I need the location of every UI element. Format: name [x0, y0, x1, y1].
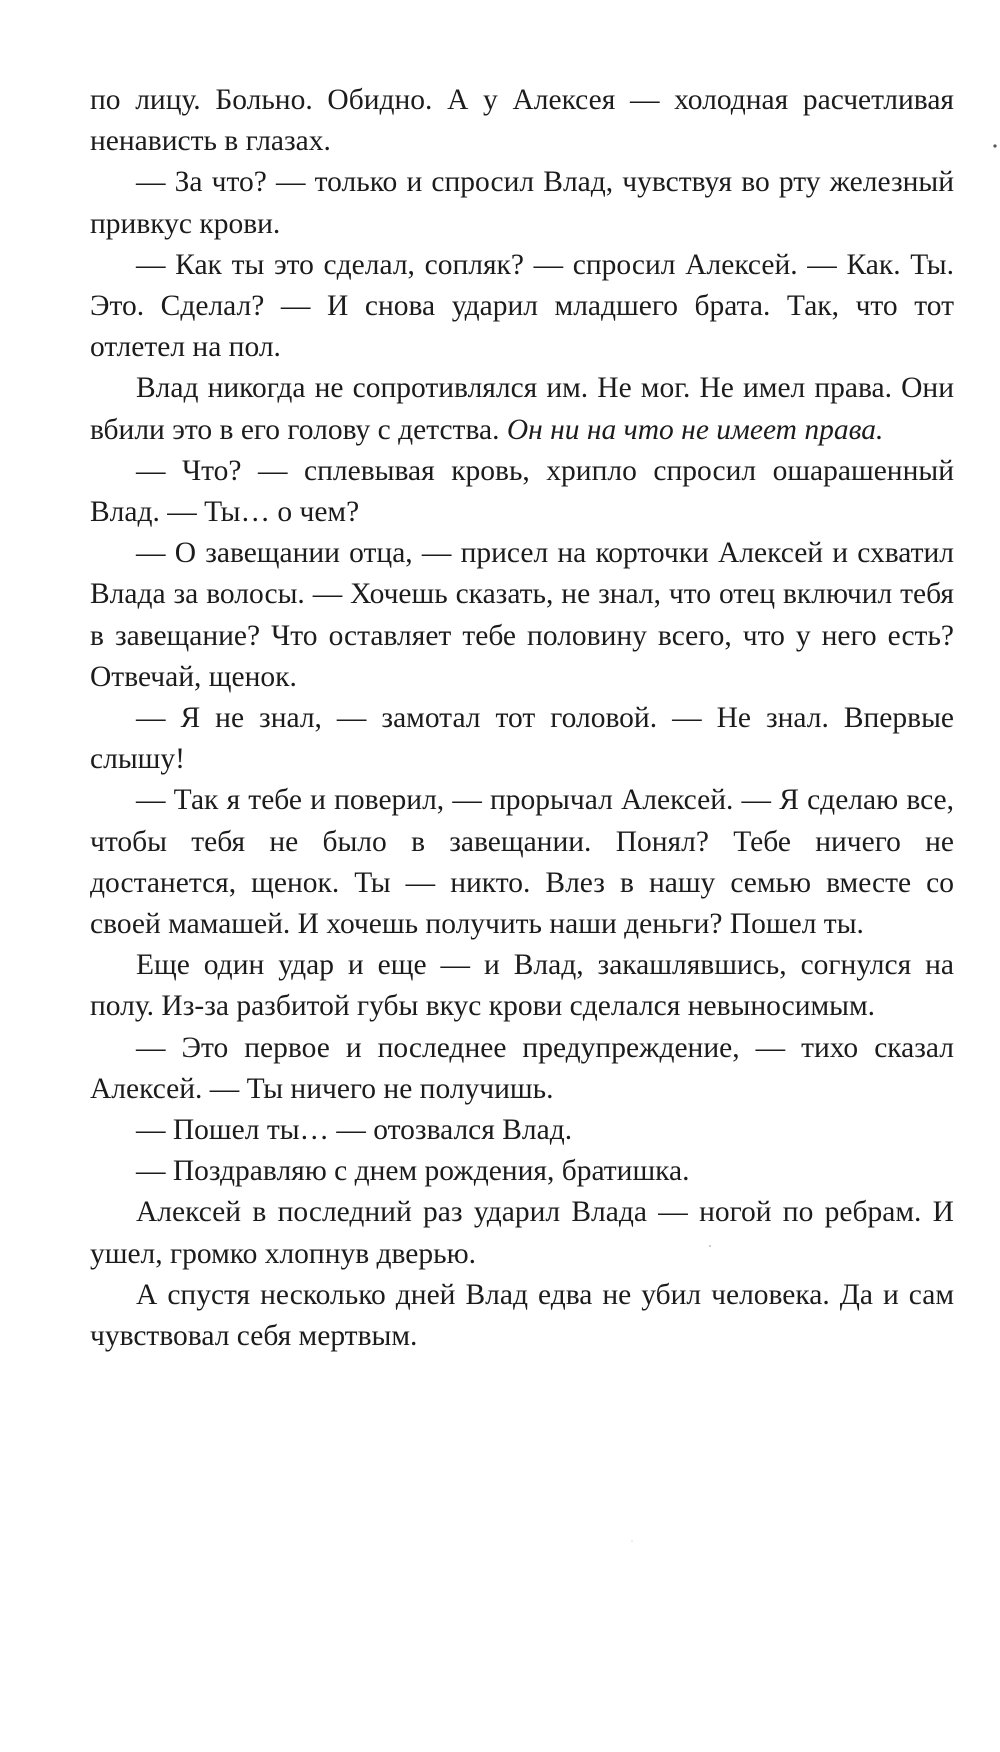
paragraph: Еще один удар и еще — и Влад, закашлявшись, согнулся на полу. Из-за разбитой губы вкус крови сделался невыносимым. [90, 949, 954, 1023]
paragraph: Алексей в последний раз ударил Влада — ногой по ребрам. И ушел, громко хлопнув дверью. [90, 1196, 954, 1270]
page-text [90, 80, 954, 1357]
paragraph: — Это первое и последнее предупреждение, — тихо сказал Алексей. — Ты ничего не получишь. [90, 1031, 954, 1105]
scan-speck [631, 1540, 633, 1542]
paragraph: по лицу. Больно. Обидно. А у Алексея — холодная расчетливая ненависть в глазах. [90, 84, 954, 158]
scan-speck [993, 144, 996, 147]
paragraph-text: Влад никогда не сопротивлялся им. Не мог. Не имел права. Они вбили это в его голову с детства. [90, 372, 954, 446]
paragraph: А спустя несколько дней Влад едва не убил человека. Да и сам чувствовал себя мертвым. [90, 1278, 954, 1353]
paragraph [90, 368, 954, 450]
paragraph: — О завещании отца, — присел на корточки Алексей и схватил Влада за волосы. — Хочешь сказать, не знал, что отец включил тебя в завещание? Что оставляет тебе половину всего, что у него есть? Отвечай, щенок. [90, 537, 954, 693]
paragraph: — Что? — сплевывая кровь, хрипло спросил ошарашенный Влад. — Ты… о чем? [90, 454, 954, 529]
paragraph: — Поздравляю с днем рождения, братишка. [136, 1155, 690, 1188]
paragraph: — За что? — только и спросил Влад, чувствуя во рту железный привкус крови. [90, 166, 954, 240]
paragraph: — Пошел ты… — отозвался Влад. [136, 1114, 573, 1147]
paragraph: — Как ты это сделал, сопляк? — спросил Алексей. — Как. Ты. Это. Сделал? — И снова ударил младшего брата. Так, что тот отлетел на пол. [90, 248, 954, 364]
paragraph: — Я не знал, — замотал тот головой. — Не знал. Впервые слышу! [90, 702, 954, 776]
paragraph: — Так я тебе и поверил, — прорычал Алексей. — Я сделаю все, чтобы тебя не было в завещании. Понял? Тебе ничего не достанется, щенок. Ты — никто. Влез в нашу семью вместе со своей мамашей. И хочешь получить наши деньги? Пошел ты. [90, 784, 954, 941]
italic-phrase: Он ни на что не имеет права. [506, 413, 884, 446]
